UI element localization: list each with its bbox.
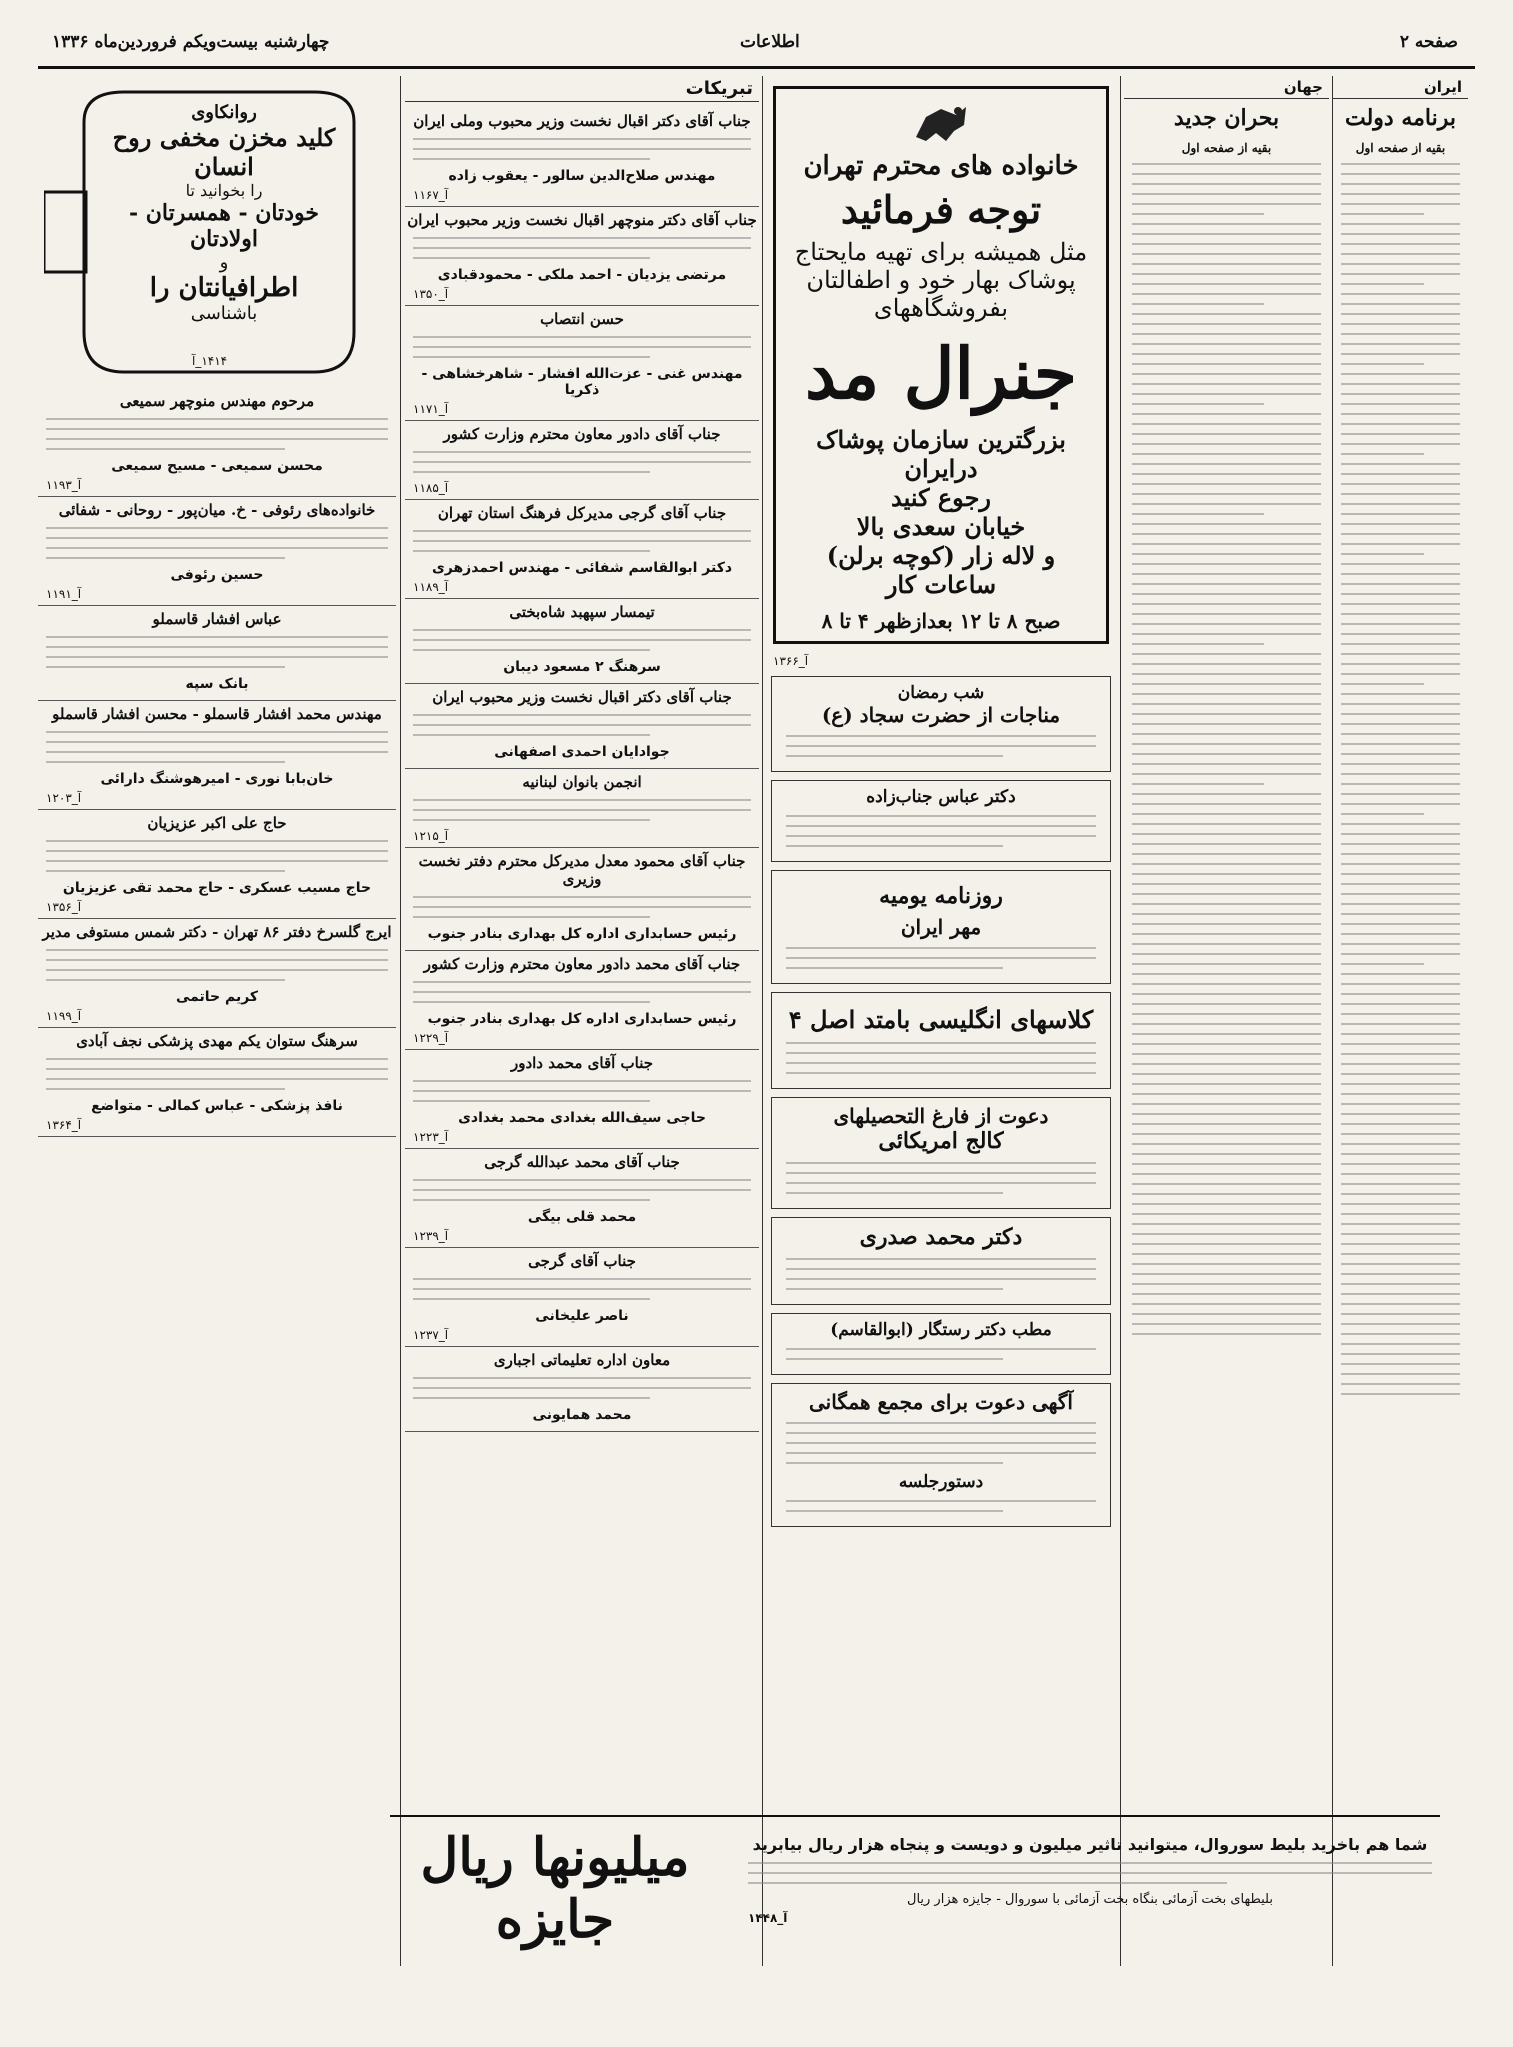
lottery-headline: میلیونها ریال جایزه: [420, 1827, 690, 1951]
article-text-block: [1341, 163, 1460, 1395]
notice-dr-sadri: [771, 1217, 1111, 1305]
notice-item-title: حاج علی اکبر عزیزیان: [147, 814, 287, 832]
column-divider: [400, 76, 401, 1966]
column-divider: [1332, 76, 1333, 1966]
notice-item-signature: حاجی سیف‌الله بغدادی محمد بغدادی: [458, 1110, 706, 1126]
notice-agenda: دستورجلسه: [898, 1472, 984, 1492]
notice-item: [405, 207, 759, 306]
notice-doctor: [771, 780, 1111, 862]
notice-item: [405, 108, 759, 207]
notice-item: [405, 421, 759, 500]
notice-item-title: مهندس محمد افشار قاسملو - محسن افشار قاسملو: [52, 705, 382, 723]
notice-item-body: [46, 527, 388, 559]
notice-item-signature: مهندس صلاح‌الدین سالور - یعقوب زاده: [448, 168, 716, 184]
section-tag-world: جهان: [1124, 76, 1329, 99]
notice-item-body: [413, 451, 751, 473]
notice-item-body: [413, 799, 751, 821]
book-ad-line: را بخوانید تا: [185, 181, 263, 200]
notice-item-signature: کریم حاتمی: [175, 989, 259, 1005]
notice-item-title: ایرج گلسرخ دفتر ۸۶ تهران - دکتر شمس مستوفی مدیر: [42, 923, 392, 941]
notice-item-signature: دکتر ابوالقاسم شفائی - مهندس احمدزهری: [431, 560, 733, 576]
header-date: چهارشنبه بیست‌ویکم فروردین‌ماه ۱۳۳۶: [52, 32, 330, 52]
notice-item-body: [413, 981, 751, 1003]
column-left: [38, 76, 396, 1966]
book-ad-line: باشناسی: [190, 303, 258, 324]
notice-item-title: انجمن بانوان لبنانیه: [522, 773, 642, 791]
notice-item: [405, 1347, 759, 1432]
notice-item-code: آ_۱۱۹۹: [46, 1009, 82, 1023]
congratulations-list: [405, 108, 759, 1432]
ad-working-hours: صبح ۸ تا ۱۲ بعدازظهر ۴ تا ۸: [821, 609, 1061, 633]
notice-item: [38, 606, 396, 701]
article-title-government-program: برنامه دولت: [1344, 105, 1457, 131]
notice-item-signature: حاج مسیب عسکری - حاج محمد تقی عزیزیان: [62, 880, 372, 896]
notice-title: شب رمضان: [897, 683, 985, 703]
notice-item: [38, 497, 396, 606]
ad-line: رجوع کنید: [890, 483, 991, 512]
notice-item-code: آ_۱۱۶۷: [413, 188, 449, 202]
notice-item-title: جناب آقای دادور معاون محترم وزارت کشور: [443, 425, 721, 443]
notice-item-body: [413, 336, 751, 358]
notice-item-body: [413, 530, 751, 552]
notice-title: دعوت از فارغ التحصیلهای: [833, 1104, 1049, 1128]
lottery-code: آ_۱۴۴۸: [748, 1911, 788, 1925]
notice-item-signature: رئیس حسابداری اداره کل بهداری بنادر جنوب: [427, 1011, 737, 1027]
column-middle: [765, 76, 1117, 1966]
notice-item-body: [413, 629, 751, 651]
notice-item-title: جناب آقای دکتر اقبال نخست وزیر محبوب وملی ایران: [413, 112, 751, 130]
notice-title: دکتر عباس جناب‌زاده: [866, 787, 1016, 807]
notice-item-signature: مهندس غنی - عزت‌الله افشار - شاهرخشاهی - ذکریا: [421, 366, 743, 398]
notice-item-code: آ_۱۱۹۳: [46, 478, 82, 492]
section-tag-congratulations: تبریکات: [405, 76, 759, 102]
notice-item-title: جناب آقای محمد دادور معاون محترم وزارت کشور: [423, 955, 741, 973]
notice-item-signature: نافذ پزشکی - عباس کمالی - متواضع: [91, 1098, 343, 1114]
notice-item: [405, 684, 759, 769]
ad-address: خیابان سعدی بالا: [856, 512, 1026, 541]
notice-item-code: آ_۱۲۳۷: [413, 1328, 449, 1342]
notice-item-signature: جوادایان احمدی اصفهانی: [494, 744, 670, 760]
notice-item-code: آ_۱۲۲۳: [413, 1130, 449, 1144]
notice-daily-newspaper: [771, 870, 1111, 984]
notice-item-body: [46, 1058, 388, 1090]
book-ad-line: اطرافیانتان را: [149, 273, 299, 303]
notice-item-signature: بانک سپه: [185, 676, 249, 692]
section-tag-iran: ایران: [1333, 76, 1468, 99]
notice-item: [405, 1149, 759, 1248]
notice-item-body: [413, 714, 751, 736]
ad-line: بفروشگاههای: [873, 294, 1009, 322]
ad-line: خانواده های محترم تهران: [803, 151, 1079, 181]
notice-title: آگهی دعوت برای مجمع همگانی: [809, 1390, 1073, 1414]
notice-item-signature: مرتضی یزدیان - احمد ملکی - محمودقبادی: [437, 267, 727, 283]
notice-item: [38, 1028, 396, 1137]
notice-item-code: آ_۱۲۱۵: [413, 829, 449, 843]
obituaries-list: [38, 388, 396, 1137]
general-mode-advertisement: [773, 86, 1109, 644]
notice-item: [38, 919, 396, 1028]
notice-item-signature: محسن سمیعی - مسیح سمیعی: [111, 458, 323, 474]
notice-title: روزنامه یومیه: [879, 883, 1003, 909]
notice-item-title: جناب آقای گرجی: [528, 1252, 636, 1270]
article-text-block: [1132, 163, 1321, 1335]
ad-line: بزرگترین سازمان پوشاک درایران: [816, 425, 1066, 483]
continuation-note: بقیه از صفحه اول: [1181, 141, 1272, 155]
notice-title: کلاسهای انگلیسی بامتد اصل ۴: [788, 1005, 1094, 1034]
notice-item-title: حسن انتصاب: [540, 310, 624, 328]
notice-item-signature: خان‌بابا نوری - امیرهوشنگ دارائی: [100, 771, 334, 787]
notice-item-body: [413, 138, 751, 160]
notice-item-code: آ_۱۱۹۱: [46, 587, 82, 601]
notice-item-title: عباس افشار قاسملو: [152, 610, 282, 628]
notice-item-body: [413, 1278, 751, 1300]
column-divider: [1120, 76, 1121, 1966]
notice-item-title: سرهنگ ستوان یکم مهدی پزشکی نجف آبادی: [76, 1032, 358, 1050]
notice-item-signature: رئیس حسابداری اداره کل بهداری بنادر جنوب: [427, 926, 737, 942]
notice-subtitle: مهر ایران: [900, 915, 982, 939]
notice-item: [405, 769, 759, 848]
notice-item-title: تیمسار سپهبد شاه‌بختی: [509, 603, 655, 621]
notice-item-signature: محمد همایونی: [532, 1407, 632, 1423]
notice-item: [405, 951, 759, 1050]
lottery-advertisement: [390, 1815, 1440, 1967]
notice-title: مطب دکتر رستگار (ابوالقاسم): [830, 1320, 1052, 1340]
book-advertisement: [44, 82, 390, 382]
notice-item-signature: حسین رئوفی: [170, 567, 264, 583]
notice-item: [38, 388, 396, 497]
notice-title: دکتر محمد صدری: [859, 1224, 1023, 1250]
header-rule: [38, 66, 1475, 69]
notice-item: [405, 500, 759, 599]
notice-item-body: [413, 1080, 751, 1102]
notice-item-body: [413, 237, 751, 259]
ad-line: ساعات کار: [885, 570, 997, 599]
notice-item-code: آ_۱۲۲۹: [413, 1031, 449, 1045]
notice-item-body: [46, 636, 388, 668]
notice-item-signature: محمد قلی بیگی: [527, 1209, 637, 1225]
notice-item-title: جناب آقای محمود معدل مدیرکل محترم دفتر نخست وزیری: [418, 852, 746, 888]
notice-general-assembly: [771, 1383, 1111, 1527]
notice-item-signature: ناصر علیخانی: [535, 1308, 629, 1324]
notice-item-code: آ_۱۳۵۰: [413, 287, 449, 301]
continuation-note: بقیه از صفحه اول: [1355, 141, 1446, 155]
ad-line: مثل همیشه برای تهیه مایحتاج: [794, 238, 1088, 266]
notice-item-title: جناب آقای دکتر اقبال نخست وزیر محبوب ایران: [432, 688, 732, 706]
header-page-number: صفحه ۲: [1399, 32, 1458, 52]
column-divider: [762, 76, 763, 1966]
article-title-new-crisis: بحران جدید: [1173, 105, 1280, 131]
notice-item: [405, 306, 759, 421]
column-world: [1124, 76, 1329, 1966]
notice-item: [405, 848, 759, 951]
ad-address: و لاله زار (کوچه برلن): [826, 541, 1056, 570]
notice-item-code: آ_۱۱۸۹: [413, 580, 449, 594]
ad-line: توجه فرمائید: [840, 187, 1042, 232]
notice-item-code: آ_۱۲۰۳: [46, 791, 82, 805]
notice-item-title: مرحوم مهندس منوچهر سمیعی: [119, 392, 315, 410]
page-header: [0, 30, 1513, 60]
notice-item-body: [46, 731, 388, 763]
notice-item-body: [46, 418, 388, 450]
notice-item-body: [413, 896, 751, 918]
notice-item-code: آ_۱۲۳۹: [413, 1229, 449, 1243]
notice-item-body: [46, 949, 388, 981]
notice-item-code: آ_۱۱۷۱: [413, 402, 449, 416]
header-paper-name: اطلاعات: [740, 32, 800, 52]
notice-item-title: جناب آقای محمد عبدالله گرجی: [484, 1153, 680, 1171]
book-ad-line: خودتان - همسرتان - اولادتان: [128, 200, 320, 252]
notice-english-classes: [771, 992, 1111, 1089]
ad-code: آ_۱۳۶۶: [773, 654, 809, 668]
notice-subtitle: کالج امریکائی: [878, 1128, 1004, 1154]
notice-item: [38, 701, 396, 810]
notice-american-college: [771, 1097, 1111, 1209]
book-ad-line: و: [219, 252, 229, 273]
notice-item: [405, 1050, 759, 1149]
ad-brand-name: جنرال مد: [805, 332, 1077, 415]
notice-item: [405, 1248, 759, 1347]
notice-subtitle: مناجات از حضرت سجاد (ع): [821, 703, 1061, 727]
notice-item: [405, 599, 759, 684]
lottery-line: شما هم باخرید بلیط سوروال، میتوانید تاثیر میلیون و دویست و پنجاه هزار ریال بیابرید: [752, 1835, 1428, 1854]
book-ad-code: ۱۴۱۴_آ: [192, 354, 228, 368]
book-ad-line: روانکاوی: [191, 102, 257, 123]
notice-item-code: آ_۱۳۶۴: [46, 1118, 82, 1132]
notice-item-body: [46, 840, 388, 872]
notice-item-title: جناب آقای گرجی مدیرکل فرهنگ استان تهران: [437, 504, 727, 522]
notice-item-title: جناب آقای محمد دادور: [510, 1054, 654, 1072]
notice-item: [38, 810, 396, 919]
ad-line: پوشاک بهار خود و اطفالتان: [806, 266, 1076, 294]
notice-item-code: آ_۱۱۸۵: [413, 481, 449, 495]
book-ad-text: [104, 102, 344, 324]
notice-item-title: معاون اداره تعلیماتی اجباری: [493, 1351, 671, 1369]
column-congratulations: [405, 76, 759, 1811]
notice-item-body: [413, 1377, 751, 1399]
lottery-text: [740, 1835, 1440, 1929]
notice-ramadan: [771, 676, 1111, 772]
notice-item-code: آ_۱۳۵۶: [46, 900, 82, 914]
column-iran: [1333, 76, 1468, 1966]
notice-item-body: [413, 1179, 751, 1201]
notice-item-title: جناب آقای دکتر منوچهر اقبال نخست وزیر محبوب ایران: [407, 211, 757, 229]
notice-clinic: [771, 1313, 1111, 1375]
book-ad-line: کلید مخزن مخفی روح انسان: [112, 123, 336, 181]
lottery-line: بلیطهای بخت آزمائی بنگاه بخت آزمائی با سوروال - جایزه هزار ریال: [907, 1892, 1273, 1907]
notice-item-title: خانواده‌های رئوفی - خ. میان‌پور - روحانی - شفائی: [58, 501, 376, 519]
lion-logo-icon: [906, 97, 976, 147]
notice-item-signature: سرهنگ ۲ مسعود دیبان: [503, 659, 661, 675]
